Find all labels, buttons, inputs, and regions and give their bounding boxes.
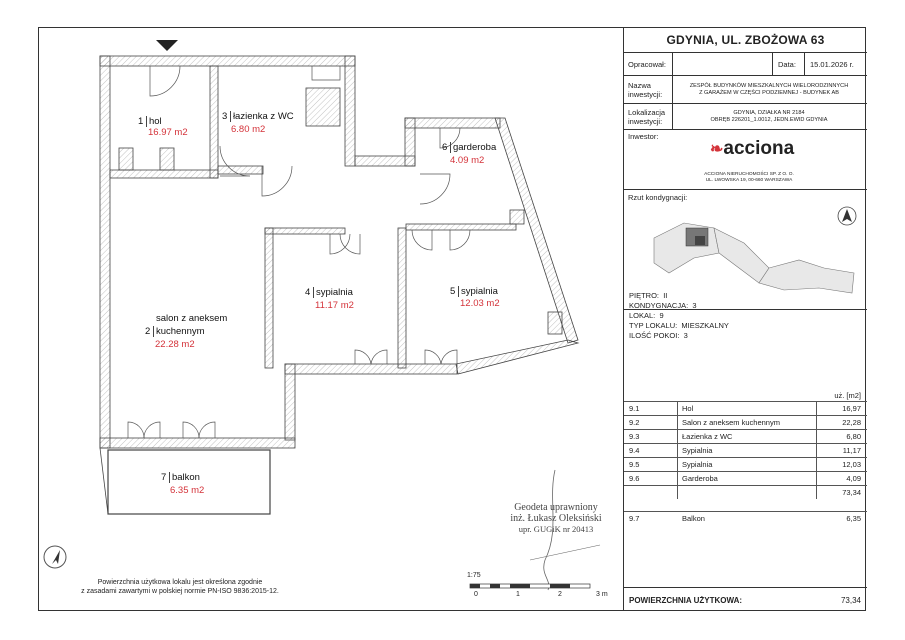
row-lokalizacja: Lokalizacja inwestycji: GDYNIA, DZIAŁKA NR 2184 OBRĘB 226201_1.0012, JEDN.EWID GDYNIA	[624, 104, 867, 130]
wall-north	[100, 56, 355, 66]
room-6-area: 4.09 m2	[450, 155, 485, 166]
key-north-icon	[842, 209, 852, 222]
flame-icon: ❧	[710, 141, 724, 158]
table-row: 9.4 Sypialnia 11,17	[624, 443, 867, 457]
room-7-label: 7 balkon	[161, 472, 200, 483]
title-block: GDYNIA, UL. ZBOŻOWA 63 Opracował: Data: 15.01.2026 r. Nazwa inwestycji: ZESPÓŁ BUDYNKÓW MIESZKALNYCH WIELORODZINNYCH Z GARAŻEM W CZĘŚCI PODZIEMNEJ - BUDYNEK AB Lokalizacja inwestycji: GDYNIA, DZIAŁKA NR 2184 OBRĘB 226201_1.0012, JEDN.EWID GDYNIA Inwestor: ❧acciona ACCIONA NIERUCHOMOŚCI SP. Z O. O. UL. LWOWSKA 19, 00-660 WARSZAWA Rzut kondygnacji: PIĘTRO: II KONDYGNACJA: 3 LOKAL: 9 TYP LOKALU: MIESZKALNY ILOŚĆ POKOI: 3 uż. [m2] 9.1 Hol 16,97 9.2 Salon z aneksem kuchennym 22,28 9.3 Łazienka z WC 6,80 9.4 Sypialnia 11,17 9.5 Sypialnia 12,03 9.6 Garderoba 4,09 73,34 9.7 Balkon 6,35 POWIERZCHNIA UŻYTKOWA: 73,34	[623, 27, 866, 611]
scale-tick-0: 0	[474, 591, 478, 598]
spec-block: PIĘTRO: II KONDYGNACJA: 3 LOKAL: 9 TYP LOKALU: MIESZKALNY ILOŚĆ POKOI: 3	[629, 291, 729, 340]
room-2-title: salon z aneksem	[156, 313, 228, 324]
row-inwestor: Inwestor: ❧acciona ACCIONA NIERUCHOMOŚCI SP. Z O. O. UL. LWOWSKA 19, 00-660 WARSZAWA	[624, 130, 867, 190]
row-nazwa: Nazwa inwestycji: ZESPÓŁ BUDYNKÓW MIESZKALNYCH WIELORODZINNYCH Z GARAŻEM W CZĘŚCI PODZIEMNEJ - BUDYNEK AB	[624, 76, 867, 104]
table-row: 9.1 Hol 16,97	[624, 401, 867, 415]
entrance-arrow-icon	[156, 40, 178, 51]
room-6-label: 6 garderoba	[442, 142, 497, 153]
scale-bar	[470, 584, 590, 588]
room-2-area: 22.28 m2	[155, 339, 195, 350]
table-row: 9.3 Łazienka z WC 6,80	[624, 429, 867, 443]
room-5-label: 5 sypialnia	[450, 286, 498, 297]
room-2-label: 2 kuchennym	[145, 326, 205, 337]
room-1-area: 16.97 m2	[148, 127, 188, 138]
wall-west	[100, 56, 110, 448]
north-arrow-icon	[44, 546, 66, 568]
total-row: POWIERZCHNIA UŻYTKOWA: 73,34	[624, 587, 867, 612]
scale-tick-2: 2	[558, 591, 562, 598]
scale-ratio: 1:75	[467, 572, 481, 579]
room-7-area: 6.35 m2	[170, 485, 205, 496]
acciona-logo: ❧acciona	[710, 138, 795, 159]
room-5-area: 12.03 m2	[460, 298, 500, 309]
scale-tick-1: 1	[516, 591, 520, 598]
table-row: 9.5 Sypialnia 12,03	[624, 457, 867, 471]
table-row: 9.6 Garderoba 4,09	[624, 471, 867, 485]
room-3-label: 3 łazienka z WC	[222, 111, 294, 122]
wall-north-east	[345, 56, 355, 166]
row-opracowal: Opracował: Data: 15.01.2026 r.	[624, 52, 867, 76]
room-1-label: 1 hol	[138, 116, 162, 127]
row-rzut: Rzut kondygnacji:	[624, 190, 867, 310]
room-4-label: 4 sypialnia	[305, 287, 353, 298]
area-note: Powierzchnia użytkowa lokalu jest określona zgodnie z zasadami zawartymi w polskiej normie PN-ISO 9836:2015-12.	[81, 579, 279, 595]
table-row-balkon: 9.7 Balkon 6,35	[624, 511, 867, 525]
project-title: GDYNIA, UL. ZBOŻOWA 63	[624, 27, 867, 53]
surveyor-stamp: Geodeta uprawniony inż. Łukasz Oleksiński upr. GUGiK nr 20413	[510, 502, 602, 534]
room-3-area: 6.80 m2	[231, 124, 266, 135]
room-4-area: 11.17 m2	[315, 300, 354, 311]
scale-tick-3: 3 m	[596, 591, 608, 598]
table-subtotal: 73,34	[624, 485, 867, 499]
table-row: 9.2 Salon z aneksem kuchennym 22,28	[624, 415, 867, 429]
